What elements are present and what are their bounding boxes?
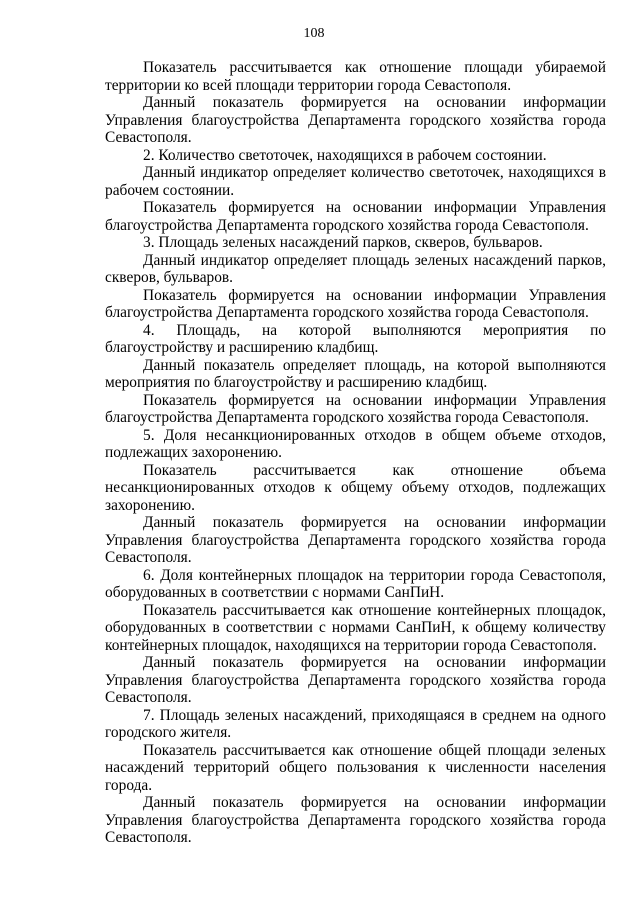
paragraph: Данный индикатор определяет площадь зеленых насаждений парков, скверов, бульваров. — [105, 251, 606, 286]
indicator-heading: 5. Доля несанкционированных отходов в общем объеме отходов, подлежащих захоронению. — [105, 426, 606, 461]
paragraph: Показатель рассчитывается как отношение общей площади зеленых насаждений территорий общего пользования к численности населения города. — [105, 741, 606, 794]
paragraph: Показатель формируется на основании информации Управления благоустройства Департамента городского хозяйства города Севастополя. — [105, 199, 606, 234]
indicator-heading: 3. Площадь зеленых насаждений парков, скверов, бульваров. — [143, 234, 543, 251]
paragraph: Данный показатель формируется на основании информации Управления благоустройства Департамента городского хозяйства города Севастополя. — [105, 654, 606, 706]
paragraph: Данный показатель формируется на основании информации Управления благоустройства Департамента городского хозяйства города Севастополя. — [105, 794, 606, 846]
paragraph: Данный показатель формируется на основании информации Управления благоустройства Департамента городского хозяйства города Севастополя. — [105, 94, 606, 146]
paragraph: Данный показатель формируется на основании информации Управления благоустройства Департамента городского хозяйства города Севастополя. — [105, 514, 606, 566]
paragraph: Показатель формируется на основании информации Управления благоустройства Департамента городского хозяйства города Севастополя. — [105, 391, 606, 426]
paragraph: Показатель рассчитывается как отношение площади убираемой территории ко всей площади территории города Севастополя. — [105, 59, 606, 94]
indicator-heading: 2. Количество светоточек, находящихся в рабочем состоянии. — [143, 146, 547, 164]
document-body — [105, 59, 606, 847]
indicator-heading: 4. Площадь, на которой выполняются мероприятия по благоустройству и расширению кладбищ. — [105, 321, 606, 356]
indicator-heading: 7. Площадь зеленых насаждений, приходящаяся в среднем на одного городского жителя. — [105, 706, 606, 741]
indicator-heading: 6. Доля контейнерных площадок на территории города Севастополя, оборудованных в соответствии с нормами СанПиН. — [105, 566, 606, 601]
paragraph: Данный индикатор определяет количество светоточек, находящихся в рабочем состоянии. — [105, 164, 606, 199]
page-number: 108 — [303, 26, 325, 41]
paragraph: Показатель рассчитывается как отношение контейнерных площадок, оборудованных в соответствии с нормами СанПиН, к общему количеству контейнерных площадок, находящихся на территории города Севастополя. — [105, 601, 606, 654]
paragraph: Показатель рассчитывается как отношение объема несанкционированных отходов к общему объему отходов, подлежащих захоронению. — [105, 461, 606, 514]
paragraph: Показатель формируется на основании информации Управления благоустройства Департамента городского хозяйства города Севастополя. — [105, 286, 606, 321]
paragraph: Данный показатель определяет площадь, на которой выполняются мероприятия по благоустройству и расширению кладбищ. — [105, 356, 606, 391]
